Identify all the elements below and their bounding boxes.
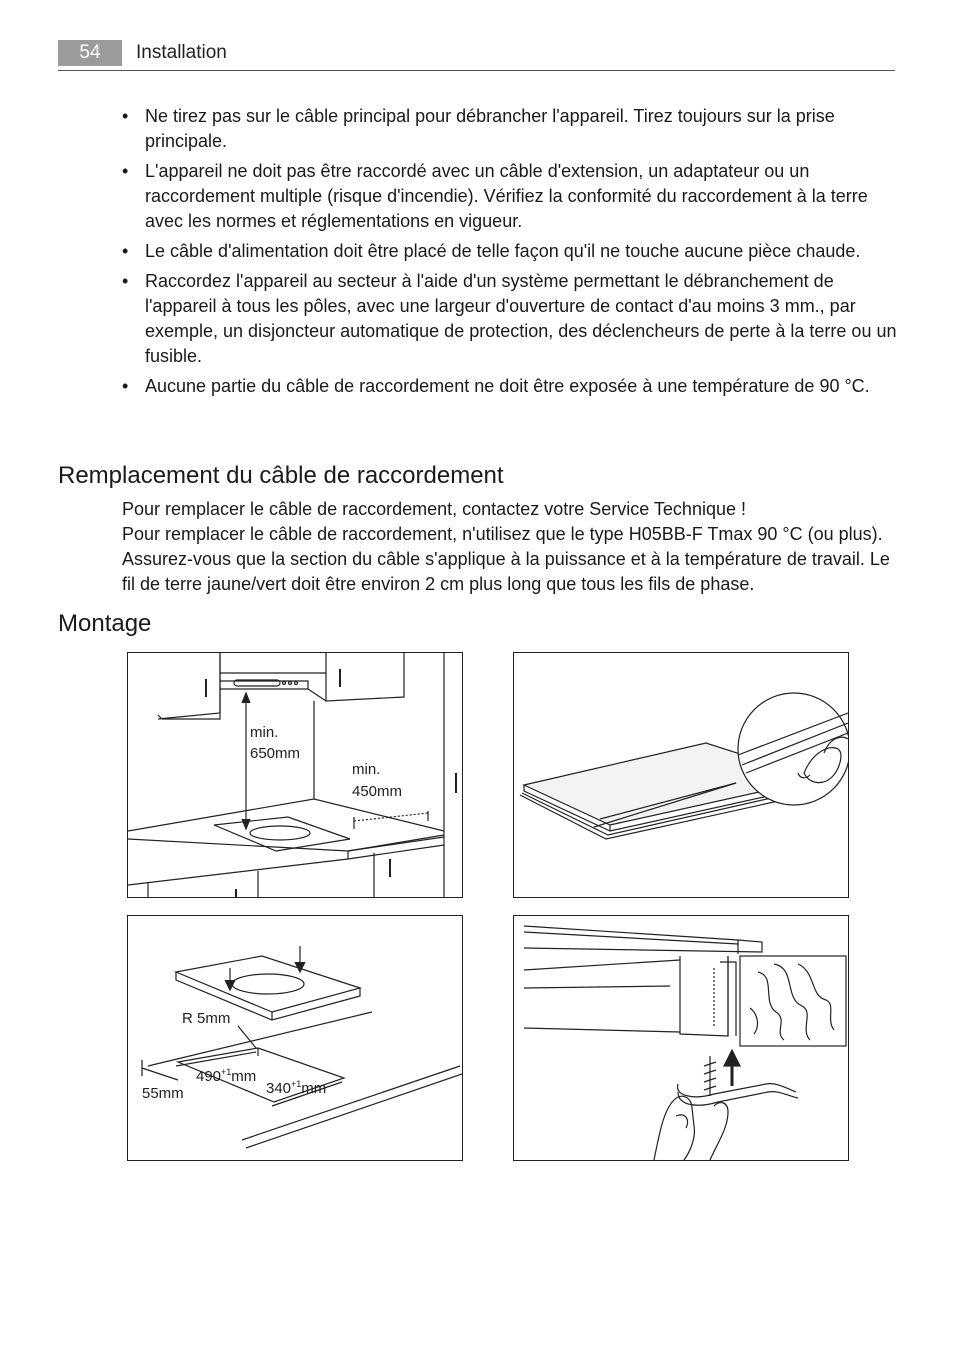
width-label: $490^{+1}mm$ [196, 1067, 257, 1085]
bullet-icon: • [122, 376, 129, 396]
section-heading-montage: Montage [58, 610, 152, 637]
min-side-label: min. [352, 761, 381, 778]
list-item: • Le câble d'alimentation doit être placé de telle façon qu'il ne touche aucune pièce chaude. [122, 239, 897, 264]
min-height-label: min. [250, 724, 279, 741]
page-header [58, 40, 895, 71]
depth-label: $340^{+1}mm$ [266, 1079, 327, 1097]
edge-distance-label: 55mm [142, 1085, 184, 1102]
list-item: • Aucune partie du câble de raccordement ne doit être exposée à une température de 90 °C. [122, 374, 897, 399]
replacement-line-1: Pour remplacer le câble de raccordement, contactez votre Service Technique ! [122, 499, 746, 519]
list-item: • Ne tirez pas sur le câble principal pour débrancher l'appareil. Tirez toujours sur la prise principale. [122, 106, 835, 151]
figure-clearance-diagram [127, 652, 463, 898]
safety-bullet-list [122, 104, 897, 404]
min-side-value: 450mm [352, 783, 403, 800]
section-heading-replacement: Remplacement du câble de raccordement [58, 462, 504, 489]
bullet-icon: • [122, 241, 129, 261]
page-number: 54 [58, 40, 122, 66]
bullet-icon: • [122, 106, 129, 126]
figure-cutout-dimensions [127, 915, 463, 1161]
bullet-icon: • [122, 161, 129, 181]
figure-seal-application [513, 652, 849, 898]
radius-label: R 5mm [182, 1010, 231, 1027]
section-name: Installation [136, 42, 227, 63]
replacement-text [122, 497, 892, 597]
list-item: • Raccordez l'appareil au secteur à l'aide d'un système permettant le débranchement de l'appareil à tous les pôles, avec une largeur d'ouverture de contact d'au moins 3 mm., par exemple, un disjoncteur automatique de protection, des déclencheurs de perte à la terre ou un fusible. [122, 271, 897, 366]
min-height-value: 650mm [250, 745, 301, 762]
replacement-line-2: Pour remplacer le câble de raccordement, n'utilisez que le type H05BB-F Tmax 90 °C (ou plus). Assurez-vous que la section du câble s'applique à la puissance et à la température de travail. Le fil de terre jaune/vert doit être environ 2 cm plus long que tous les fils de phase. [122, 524, 890, 594]
list-item: • L'appareil ne doit pas être raccordé avec un câble d'extension, un adaptateur ou un raccordement multiple (risque d'incendie). Vérifiez la conformité du raccordement à la terre avec les normes et réglementations en vigueur. [122, 161, 868, 231]
bullet-icon: • [122, 271, 129, 291]
figure-fixing-bracket [513, 915, 849, 1161]
